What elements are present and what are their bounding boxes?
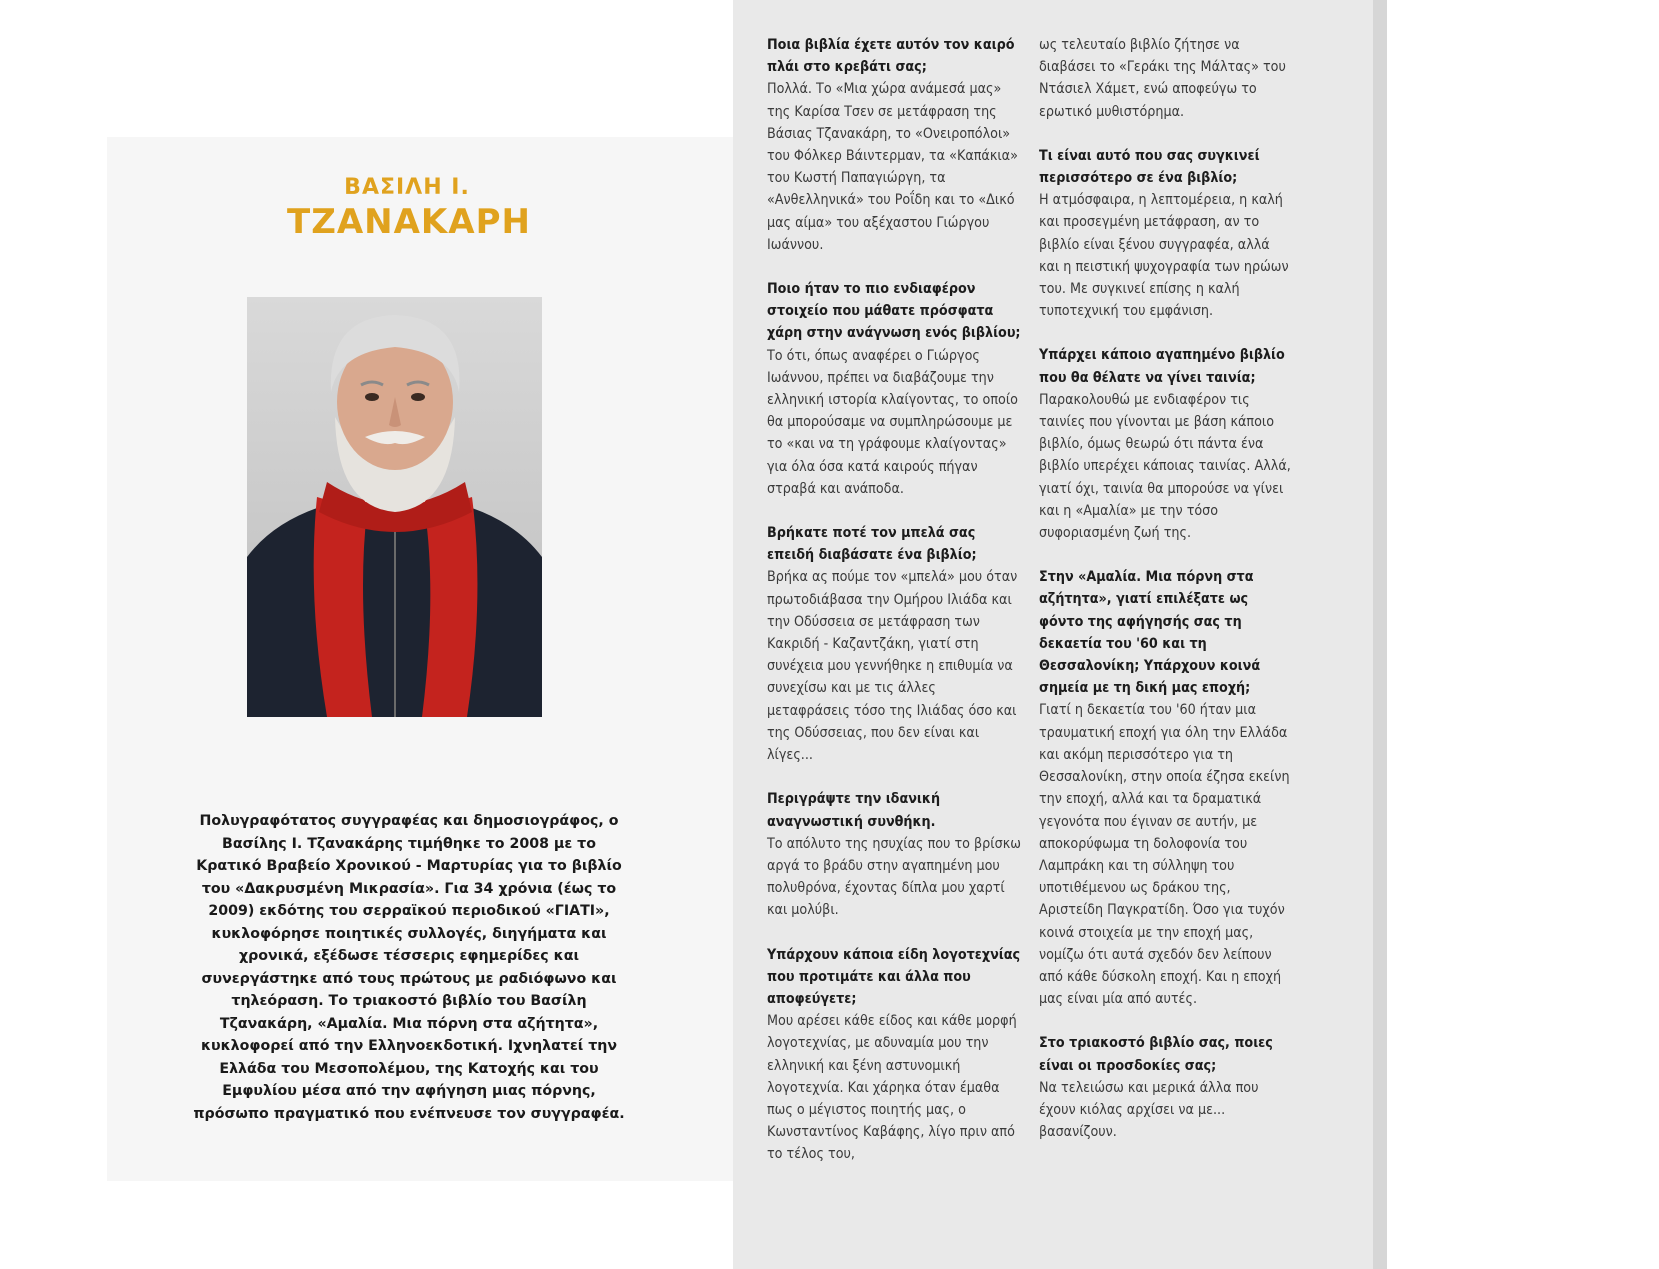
interview-qa-block [767,522,1022,766]
interview-answer: Το ότι, όπως αναφέρει ο Γιώργος Ιωάννου, πρέπει να διαβάζουμε την ελληνική ιστορία κλαίγοντας, το οποίο θα μπορούσαμε να συμπληρώσουμε με το «και να τη γράφουμε κλαίγοντας» για όλα όσα κατά καιρούς πήγαν στραβά και ανάποδα. [767,347,1018,497]
author-name [287,175,531,242]
interview-qa-block [1039,34,1294,123]
interview-qa-block [1039,1032,1294,1143]
interview-question: Περιγράψτε την ιδανική αναγνωστική συνθήκη. [767,791,941,830]
interview-qa-block [767,34,1022,256]
interview-answer: Πολλά. Το «Μια χώρα ανάμεσά μας» της Καρίσα Τσεν σε μετάφραση της Βάσιας Τζανακάρη, το «Ονειροπόλοι» του Φόλκερ Βάιντερμαν, τα «Καπάκια» του Κωστή Παπαγιώργη, τα «Ανθελληνικά» του Ροΐδη και το «Δικό μας αίμα» του αξέχαστου Γιώργου Ιωάννου. [767,81,1018,253]
interview-answer: Το απόλυτο της ησυχίας που το βρίσκω αργά το βράδυ στην αγαπημένη μου πολυθρόνα, έχοντας δίπλα μου χαρτί και μολύβι. [767,835,1021,919]
interview-question: Τι είναι αυτό που σας συγκινεί περισσότερο σε ένα βιβλίο; [1039,147,1260,187]
interview-answer: Βρήκα ας πούμε τον «μπελά» μου όταν πρωτοδιάβασα την Ομήρου Ιλιάδα και την Οδύσσεια σε μετάφραση των Κακριδή - Καζαντζάκη, γιατί στη συνέχεια μου γεννήθηκε η επιθυμία να συνεχίσω και με τις άλλες μεταφράσεις τόσο της Ιλιάδας όσο και της Οδύσσειας, που δεν είναι και λίγες... [767,569,1018,764]
interview-question: Στην «Αμαλία. Μια πόρνη στα αζήτητα», γιατί επιλέξατε ως φόντο της αφήγησής σας τη δεκαετία του '60 και τη Θεσσαλονίκη; Υπάρχουν κοινά σημεία με τη δική μας εποχή; [1039,569,1261,697]
interview-answer: Να τελειώσω και μερικά άλλα που έχουν κιόλας αρχίσει να με... βασανίζουν. [1039,1079,1259,1141]
author-bio-caption: Πολυγραφότατος συγγραφέας και δημοσιογράφος, ο Βασίλης Ι. Τζανακάρης τιμήθηκε το 2008 με το Κρατικό Βραβείο Χρονικού - Μαρτυρίας για το βιβλίο του «Δακρυσμένη Μικρασία». Για 34 χρόνια (έως το 2009) εκδότης του σερραϊκού περιοδικού «ΓΙΑΤΙ», κυκλοφόρησε ποιητικές συλλογές, διηγήματα και χρονικά, εξέδωσε τέσσερις εφημερίδες και συνεργάστηκε από τους πρώτους με ραδιόφωνο και τηλεόραση. Το τριακοστό βιβλίο του Βασίλη Τζανακάρη, «Αμαλία. Μια πόρνη στα αζήτητα», κυκλοφορεί από την Ελληνοεκδοτική. Ιχνηλατεί την Ελλάδα του Μεσοπολέμου, της Κατοχής και του Εμφυλίου μέσα από την αφήγηση μιας πόρνης, πρόσωπο πραγματικό που ενέπνευσε τον συγγραφέα. [193,813,625,1122]
interview-question: Υπάρχει κάποιο αγαπημένο βιβλίο που θα θέλατε να γίνει ταινία; [1039,347,1285,386]
interview-question: Στο τριακοστό βιβλίο σας, ποιες είναι οι προσδοκίες σας; [1039,1035,1273,1074]
interview-qa-block [1039,344,1294,544]
author-first-name: ΒΑΣΙΛΗ Ι. [344,175,470,200]
interview-question: Βρήκατε ποτέ τον μπελά σας επειδή διαβάσατε ένα βιβλίο; [767,525,977,564]
interview-answer: ως τελευταίο βιβλίο ζήτησε να διαβάσει το «Γεράκι της Μάλτας» του Ντάσιελ Χάμετ, ενώ αποφεύγω το ερωτικό μυθιστόρημα. [1039,37,1286,120]
interview-question: Υπάρχουν κάποια είδη λογοτεχνίας που προτιμάτε και άλλα που αποφεύγετε; [767,946,1021,1007]
interview-qa-block [1039,566,1294,1010]
interview-answer: Παρακολουθώ με ενδιαφέρον τις ταινίες που γίνονται με βάση κάποιο βιβλίο, όμως θεωρώ ότι πάντα ένα βιβλίο υπερέχει κάποιας ταινίας. Αλλά, γιατί όχι, ταινία θα μπορούσε να γίνει και η «Αμαλία» με την τόσο συφοριασμένη ζωή της. [1039,391,1291,542]
right-page [733,0,1387,1269]
left-page [107,137,746,1181]
interview-answer: Μου αρέσει κάθε είδος και κάθε μορφή λογοτεχνίας, με αδυναμία μου την ελληνική και ξένη αστυνομική λογοτεχνία. Και χάρηκα όταν έμαθα πως ο μέγιστος ποιητής μας, ο Κωνσταντίνος Καβάφης, λίγο πριν από το τέλος του, [767,1013,1017,1163]
interview-qa-block [767,788,1022,921]
author-portrait [247,297,542,717]
interview-answer: Η ατμόσφαιρα, η λεπτομέρεια, η καλή και προσεγμένη μετάφραση, αν το βιβλίο είναι ξένου συγγραφέα, αλλά και η πειστική ψυχογραφία των ηρώων του. Με συγκινεί επίσης η καλή τυποτεχνική του εμφάνιση. [1039,192,1289,320]
author-last-name: ΤΖΑΝΑΚΑΡΗ [287,202,531,242]
interview-question: Ποιο ήταν το πιο ενδιαφέρον στοιχείο που μάθατε πρόσφατα χάρη στην ανάγνωση ενός βιβλίου; [767,281,1021,342]
interview-column-1 [767,34,1022,1188]
interview-answer: Γιατί η δεκαετία του '60 ήταν μια τραυματική εποχή για όλη την Ελλάδα και ακόμη περισσότερο για τη Θεσσαλονίκη, στην οποία έζησα εκείνη την εποχή, αλλά και τα δραματικά γεγονότα που έγιναν σε αυτήν, με αποκορύφωμα τη δολοφονία του Λαμπράκη και τη σύλληψη του υποτιθέμενου ως δράκου της, Αριστείδη Παγκρατίδη. Όσο για τυχόν κοινά στοιχεία με την εποχή μας, νομίζω ότι αυτά σχεδόν δεν λείπουν από κάθε δύσκολη εποχή. Και η εποχή μας είναι μία από αυτές. [1039,702,1290,1008]
interview-question: Ποια βιβλία έχετε αυτόν τον καιρό πλάι στο κρεβάτι σας; [767,37,1015,76]
interview-qa-block [767,278,1022,500]
interview-column-2 [1039,34,1294,1165]
interview-qa-block [1039,145,1294,323]
interview-qa-block [767,944,1022,1166]
